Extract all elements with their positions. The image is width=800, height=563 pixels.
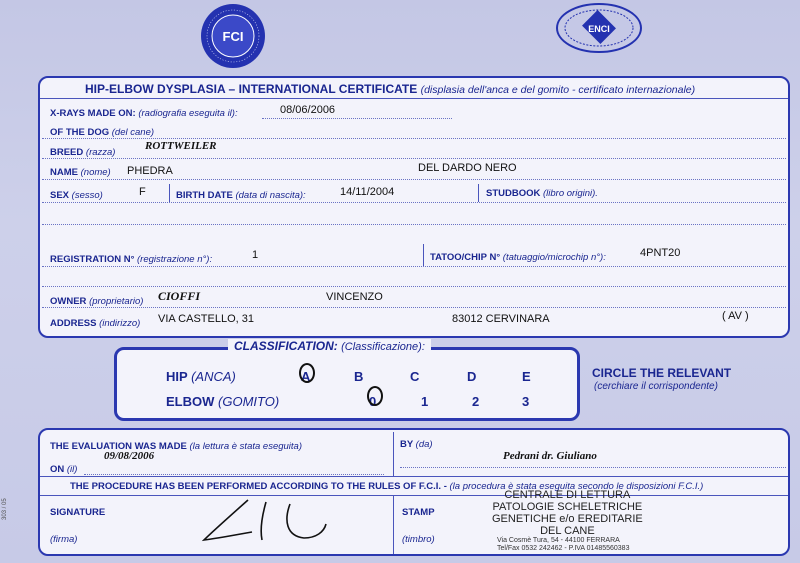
procedure-bottom-line	[40, 495, 788, 496]
evaluation-on-value: 09/08/2006	[104, 450, 155, 462]
registration-value: 1	[252, 249, 259, 261]
elbow-grade-1: 1	[421, 394, 429, 409]
name-label: NAME (nome)	[50, 167, 111, 178]
owner-value-2: VINCENZO	[326, 291, 383, 303]
dog-label: OF THE DOG (del cane)	[50, 127, 155, 138]
registration-divider	[423, 244, 424, 266]
reading-center-stamp	[492, 489, 643, 537]
sex-divider	[169, 184, 170, 202]
sex-label: SEX (sesso)	[50, 190, 103, 201]
name-value-2: DEL DARDO NERO	[418, 162, 517, 174]
stamp-label: STAMP	[402, 507, 435, 518]
evaluation-by-label: BY (da)	[400, 439, 433, 450]
enci-logo	[554, 0, 644, 56]
fci-logo	[199, 2, 267, 70]
dog-line	[42, 138, 786, 139]
xrays-line	[262, 118, 452, 119]
header-divider	[40, 98, 788, 99]
signature-label-it: (firma)	[50, 534, 78, 545]
owner-value: CIOFFI	[158, 289, 201, 303]
birth-divider	[478, 184, 479, 202]
stamp-line-1: CENTRALE DI LETTURA	[504, 489, 631, 501]
breed-label: BREED (razza)	[50, 147, 116, 158]
certificate-title-it: (displasia dell'anca e del gomito - certificato internazionale)	[420, 84, 696, 96]
evaluation-by-line	[400, 467, 786, 468]
hip-grade-d: D	[467, 369, 477, 384]
signature-handwriting	[200, 496, 340, 546]
evaluation-on-line	[84, 474, 384, 475]
circle-relevant-label: CIRCLE THE RELEVANT	[592, 366, 732, 380]
owner-line	[42, 307, 786, 308]
address-value-2: 83012 CERVINARA	[452, 313, 550, 325]
owner-label: OWNER (proprietario)	[50, 296, 144, 307]
address-label: ADDRESS (indirizzo)	[50, 318, 141, 329]
studbook-label: STUDBOOK (libro origini).	[486, 188, 598, 199]
fci-logo-text: FCI	[222, 29, 244, 44]
hip-grade-a: A	[301, 369, 311, 384]
registration-line	[42, 266, 786, 267]
procedure-text: THE PROCEDURE HAS BEEN PERFORMED ACCORDING TO THE RULES OF F.C.I. - (la procedura è stata eseguita secondo le disposizioni F.C.I.)	[70, 481, 704, 492]
xrays-label: X-RAYS MADE ON: (radiografia eseguita il):	[50, 108, 238, 119]
breed-value: ROTTWEILER	[145, 140, 217, 152]
certificate-title	[85, 82, 695, 96]
signature-label: SIGNATURE	[50, 507, 106, 518]
address-value-3: ( AV )	[722, 310, 749, 322]
side-form-code: 303 / 05	[2, 498, 8, 520]
circle-relevant-label-it: (cerchiare il corrispondente)	[594, 381, 718, 392]
elbow-selection-circle	[367, 386, 383, 406]
breed-line	[42, 158, 786, 159]
birth-label: BIRTH DATE (data di nascita):	[176, 190, 306, 201]
enci-logo-text: ENCI	[588, 24, 610, 34]
tatoo-label: TATOO/CHIP N° (tatuaggio/microchip n°):	[430, 252, 606, 263]
hip-grade-b: B	[354, 369, 364, 384]
stamp-label-it: (timbro)	[402, 534, 435, 545]
registration-label: REGISTRATION N° (registrazione n°):	[50, 254, 213, 265]
hip-grade-e: E	[522, 369, 531, 384]
hip-grade-c: C	[410, 369, 420, 384]
stamp-address: Via Cosmè Tura, 54 - 44100 FERRARA Tel/Fax 0532 242462 - P.IVA 01485560383	[497, 537, 630, 552]
stamp-line-4: DEL CANE	[540, 525, 595, 537]
certificate-title-en: HIP-ELBOW DYSPLASIA – INTERNATIONAL CERTIFICATE	[85, 82, 418, 96]
xrays-value: 08/06/2006	[280, 104, 336, 116]
hip-selection-circle	[299, 363, 315, 383]
stamp-line-2: PATOLOGIE SCHELETRICHE	[492, 501, 643, 513]
blank-line-2	[42, 286, 786, 287]
name-value: PHEDRA	[127, 165, 173, 177]
procedure-top-line	[40, 476, 788, 477]
classification-box	[114, 347, 580, 421]
stamp-line-3: GENETICHE e/o EREDITARIE	[492, 513, 643, 525]
elbow-grade-2: 2	[472, 394, 480, 409]
birth-value: 14/11/2004	[340, 186, 395, 198]
stamp-divider	[393, 495, 394, 554]
hip-label: HIP (ANCA)	[166, 369, 236, 384]
blank-line-1	[42, 224, 786, 225]
elbow-grade-3: 3	[522, 394, 530, 409]
evaluation-on-label: ON (il)	[50, 464, 78, 475]
name-line	[42, 179, 786, 180]
tatoo-value: 4PNT20	[640, 247, 681, 259]
classification-title: CLASSIFICATION: (Classificazione):	[228, 339, 431, 353]
elbow-grade-0: 0	[369, 394, 377, 409]
evaluation-by-value: Pedrani dr. Giuliano	[503, 450, 597, 462]
address-value: VIA CASTELLO, 31	[158, 313, 254, 325]
evaluation-divider	[393, 432, 394, 476]
evaluation-made-label: THE EVALUATION WAS MADE (la lettura è stata eseguita)	[50, 441, 302, 452]
sex-value: F	[139, 186, 146, 198]
sex-line	[42, 202, 786, 203]
elbow-label: ELBOW (GOMITO)	[166, 394, 280, 409]
